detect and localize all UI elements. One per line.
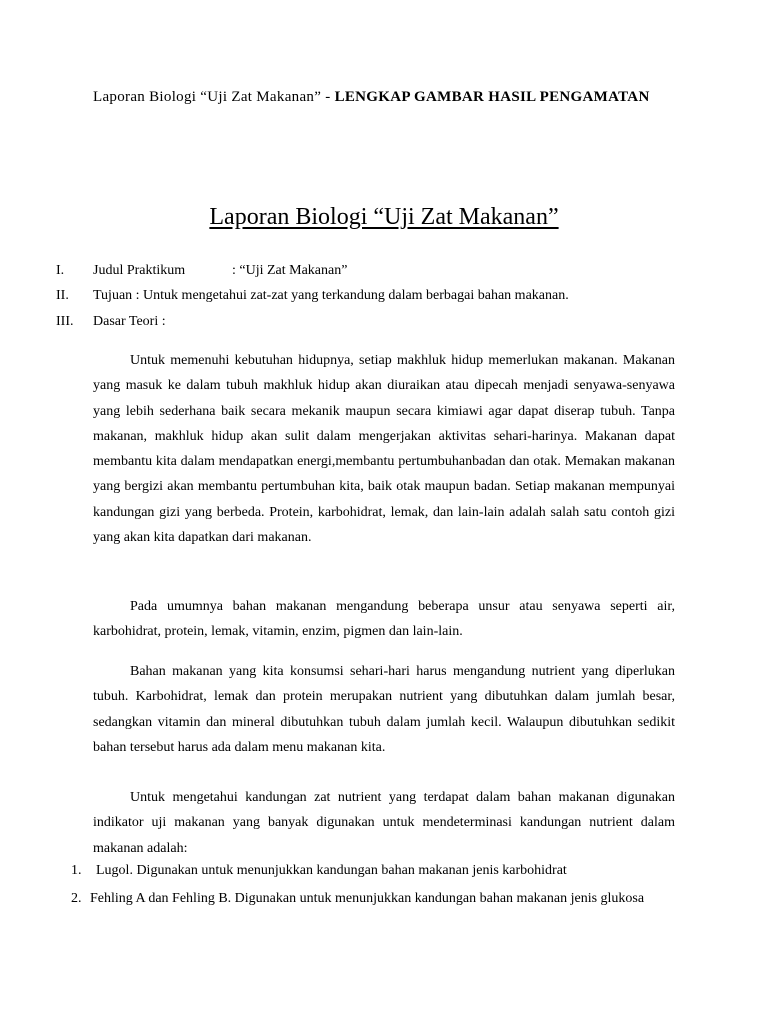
section-label: Judul Praktikum <box>93 263 186 278</box>
list-text: Fehling A dan Fehling B. Digunakan untuk menunjukkan kandungan bahan makanan jenis glukosa <box>90 891 645 906</box>
paragraph-4: Untuk mengetahui kandungan zat nutrient yang terdapat dalam bahan makanan digunakan indikator uji makanan yang banyak digunakan untuk mendeterminasi kandungan nutrient dalam makanan adalah: <box>93 790 675 856</box>
section-text: Dasar Teori : <box>93 314 166 329</box>
list-text: Lugol. Digunakan untuk menunjukkan kandungan bahan makanan jenis karbohidrat <box>96 863 567 878</box>
paragraph-3: Bahan makanan yang kita konsumsi sehari-hari harus mengandung nutrient yang diperlukan tubuh. Karbohidrat, lemak dan protein merupakan nutrient yang dibutuhkan dalam jumlah besar, sedangkan vitamin dan mineral dibutuhkan tubuh dalam jumlah kecil. Walaupun dibutuhkan sedikit bahan tersebut harus ada dalam menu makanan kita. <box>93 664 675 755</box>
document-title <box>0 204 768 231</box>
header-title-prefix: Laporan Biologi “Uji Zat Makanan” - <box>93 89 335 105</box>
header-title-caps: LENGKAP GAMBAR HASIL PENGAMATAN <box>334 89 650 105</box>
list-number: 1. <box>71 863 82 878</box>
section-number: I. <box>56 263 65 278</box>
document-header <box>93 88 653 106</box>
section-number: II. <box>56 288 69 303</box>
section-number: III. <box>56 314 74 329</box>
section-value: : “Uji Zat Makanan” <box>232 263 348 278</box>
paragraph-2: Pada umumnya bahan makanan mengandung beberapa unsur atau senyawa seperti air, karbohidrat, protein, lemak, vitamin, enzim, pigmen dan lain-lain. <box>93 599 675 640</box>
document-title-text: Laporan Biologi “Uji Zat Makanan” <box>209 204 559 230</box>
paragraph-1: Untuk memenuhi kebutuhan hidupnya, setiap makhluk hidup memerlukan makanan. Makanan yang masuk ke dalam tubuh makhluk hidup akan diuraikan atau dipecah menjadi senyawa-senyawa yang lebih sederhana baik secara mekanik maupun secara kimiawi agar dapat diserap tubuh. Tanpa makanan, makhluk hidup akan sulit dalam mengerjakan aktivitas sehari-harinya. Makanan dapat membantu kita dalam mendapatkan energi,membantu pertumbuhanbadan dan otak. Memakan makanan yang bergizi akan membantu pertumbuhan kita, baik otak maupun badan. Setiap makanan mempunyai kandungan gizi yang berbeda. Protein, karbohidrat, lemak, dan lain-lain adalah salah satu contoh gizi yang akan kita dapatkan dari makanan. <box>93 353 675 546</box>
section-text: Tujuan : Untuk mengetahui zat-zat yang terkandung dalam berbagai bahan makanan. <box>93 288 569 303</box>
list-number: 2. <box>71 891 82 906</box>
